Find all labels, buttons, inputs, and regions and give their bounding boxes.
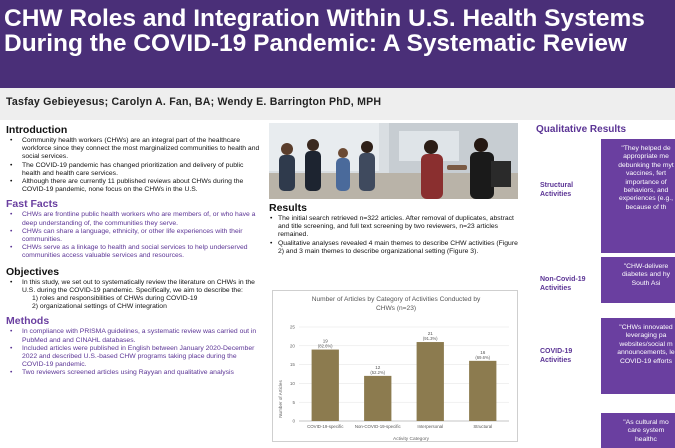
bar-chart-svg — [273, 291, 519, 443]
data-label: 16 — [480, 349, 486, 355]
quote-line: COVID-19 efforts — [619, 357, 672, 365]
quote-line: healthc — [635, 435, 657, 443]
data-label: 19 — [322, 338, 328, 344]
authors: Tasfay Gebieyesus; Carolyn A. Fan, BA; Wendy E. Barrington PhD, MPH — [6, 96, 382, 108]
quote-line: websites/social m — [619, 340, 673, 348]
quote-line: debunking the myt — [618, 161, 674, 169]
list-item: • Although there are currently 11 published reviews about CHWs during the COVID-19 pandemic, none focus on the CHWs in the U.S. — [6, 178, 260, 194]
chw-photo — [269, 123, 518, 199]
quote-line: importance of — [625, 178, 667, 186]
quote-line: South Asi — [631, 279, 661, 287]
quote-box-cultural — [601, 413, 675, 448]
data-label: 12 — [375, 364, 381, 370]
list-item: • CHWs are frontline public health workers who are members of, or who have a deep understanding of, the communities they serve. — [6, 211, 260, 227]
quote-line: "They helped de — [621, 145, 671, 152]
results-heading: Results — [269, 202, 307, 214]
y-axis-label: Number of Articles — [278, 380, 283, 418]
quote-line: experiences (e.g., — [618, 195, 674, 203]
data-percent-label: (82.6%) — [317, 343, 333, 349]
poster-title — [4, 6, 645, 56]
list-item: • Qualitative analyses revealed 4 main themes to describe CHW activities (Figure 2) and 3 main themes to describe organizational setting (Figure 3). — [269, 240, 521, 256]
data-label: 21 — [427, 331, 433, 337]
title-line-1: CHW Roles and Integration Within U.S. Health Systems — [4, 5, 645, 32]
fast-facts-list — [6, 211, 260, 260]
x-tick-label: Interpersonal — [417, 424, 444, 429]
methods-list — [6, 328, 260, 377]
y-tick-label: 15 — [289, 362, 295, 368]
methods-heading: Methods — [6, 315, 50, 328]
objective-item-2: 2) organizational settings of CHW integration — [32, 303, 167, 311]
y-tick-label: 0 — [292, 418, 295, 424]
quote-line: "CHW-delivere — [623, 263, 669, 270]
list-item: • CHWs can share a language, ethnicity, or other life experiences with their communities. — [6, 228, 260, 244]
list-item: • Community health workers (CHWs) are an integral part of the healthcare workforce since they connect the most marginalized communities to health and social services. — [6, 137, 260, 162]
bar — [417, 342, 444, 421]
quote-line: announcements, le — [617, 349, 675, 357]
quote-line: diabetes and hy — [622, 271, 670, 279]
quote-line: vaccines, fert — [625, 170, 667, 178]
data-percent-label: (52.2%) — [370, 369, 386, 375]
objectives-list — [6, 279, 260, 295]
chart-title-line-2: CHWs (n=23) — [375, 305, 417, 312]
title-line-2: During the COVID-19 Pandemic: A Systematic Review — [4, 30, 628, 57]
y-tick-label: 5 — [292, 399, 295, 405]
list-item: • Two reviewers screened articles using Rayyan and qualitative analysis — [6, 369, 260, 377]
quote-line: "As cultural mo — [623, 419, 669, 426]
data-percent-label: (69.6%) — [475, 354, 491, 360]
list-item: • Included articles were published in English between January 2020-December 2022 and described U.S.-based CHW programs taking place during the COVID-19 pandemic. — [6, 345, 260, 370]
photo-illustration — [269, 123, 518, 199]
list-item: • The COVID-19 pandemic has changed prioritization and delivery of public health and health care services. — [6, 162, 260, 178]
x-axis-label: Activity Category — [393, 437, 429, 442]
fast-facts-heading: Fast Facts — [6, 198, 58, 211]
list-item: • The initial search retrieved n=322 articles. After removal of duplicates, abstract and title screening, and full text screening by two reviewers, n=23 articles remained. — [269, 215, 521, 240]
bar — [312, 350, 339, 421]
row-label-covid: COVID-19 Activities — [540, 348, 573, 364]
chart-title-line-1: Number of Articles by Category of Activities Conducted by — [311, 296, 481, 303]
x-tick-label: COVID-19-specific — [307, 424, 344, 429]
list-item: • In compliance with PRISMA guidelines, a systematic review was carried out in PubMed and and CINAHL databases. — [6, 328, 260, 344]
results-list — [269, 215, 521, 256]
list-item: • In this study, we set out to systematically review the literature on CHWs in the U.S. during the COVID-19 pandemic. Specifically, we aim to describe the: — [6, 279, 260, 295]
quote-box-structural — [601, 139, 675, 253]
quote-box-non-covid — [601, 257, 675, 303]
quote-line: because of th — [625, 203, 667, 211]
qualitative-heading: Qualitative Results — [536, 124, 627, 135]
data-percent-label: (91.3%) — [422, 336, 438, 342]
y-tick-label: 10 — [289, 381, 295, 386]
bar — [469, 361, 496, 421]
left-column — [6, 124, 260, 378]
poster-header — [0, 0, 675, 88]
objectives-heading: Objectives — [6, 265, 60, 278]
introduction-heading: Introduction — [6, 124, 68, 136]
introduction-list — [6, 137, 260, 194]
bar-chart — [272, 290, 518, 442]
y-tick-label: 20 — [289, 343, 295, 349]
y-tick-label: 25 — [289, 324, 295, 330]
x-tick-label: Structural — [473, 424, 493, 429]
quote-line: care system — [627, 427, 665, 435]
quote-line: appropriate me — [623, 153, 669, 161]
list-item: • CHWs serve as a linkage to health and social services to help underserved communities access valuable services and resources. — [6, 244, 260, 260]
row-label-non-covid: Non-Covid-19 Activities — [540, 276, 586, 292]
quote-line: behaviors, and — [623, 187, 669, 195]
middle-column — [269, 202, 521, 256]
quote-line: "CHWs innovated — [619, 324, 673, 331]
quote-box-covid — [601, 318, 675, 394]
x-tick-label: Non-COVID-19-specific — [354, 424, 401, 429]
row-label-structural: Structural Activities — [540, 182, 574, 198]
quote-line: leveraging pa — [625, 332, 667, 340]
bar — [364, 376, 391, 421]
objective-item-1: 1) roles and responsibilities of CHWs during COVID-19 — [32, 295, 198, 303]
